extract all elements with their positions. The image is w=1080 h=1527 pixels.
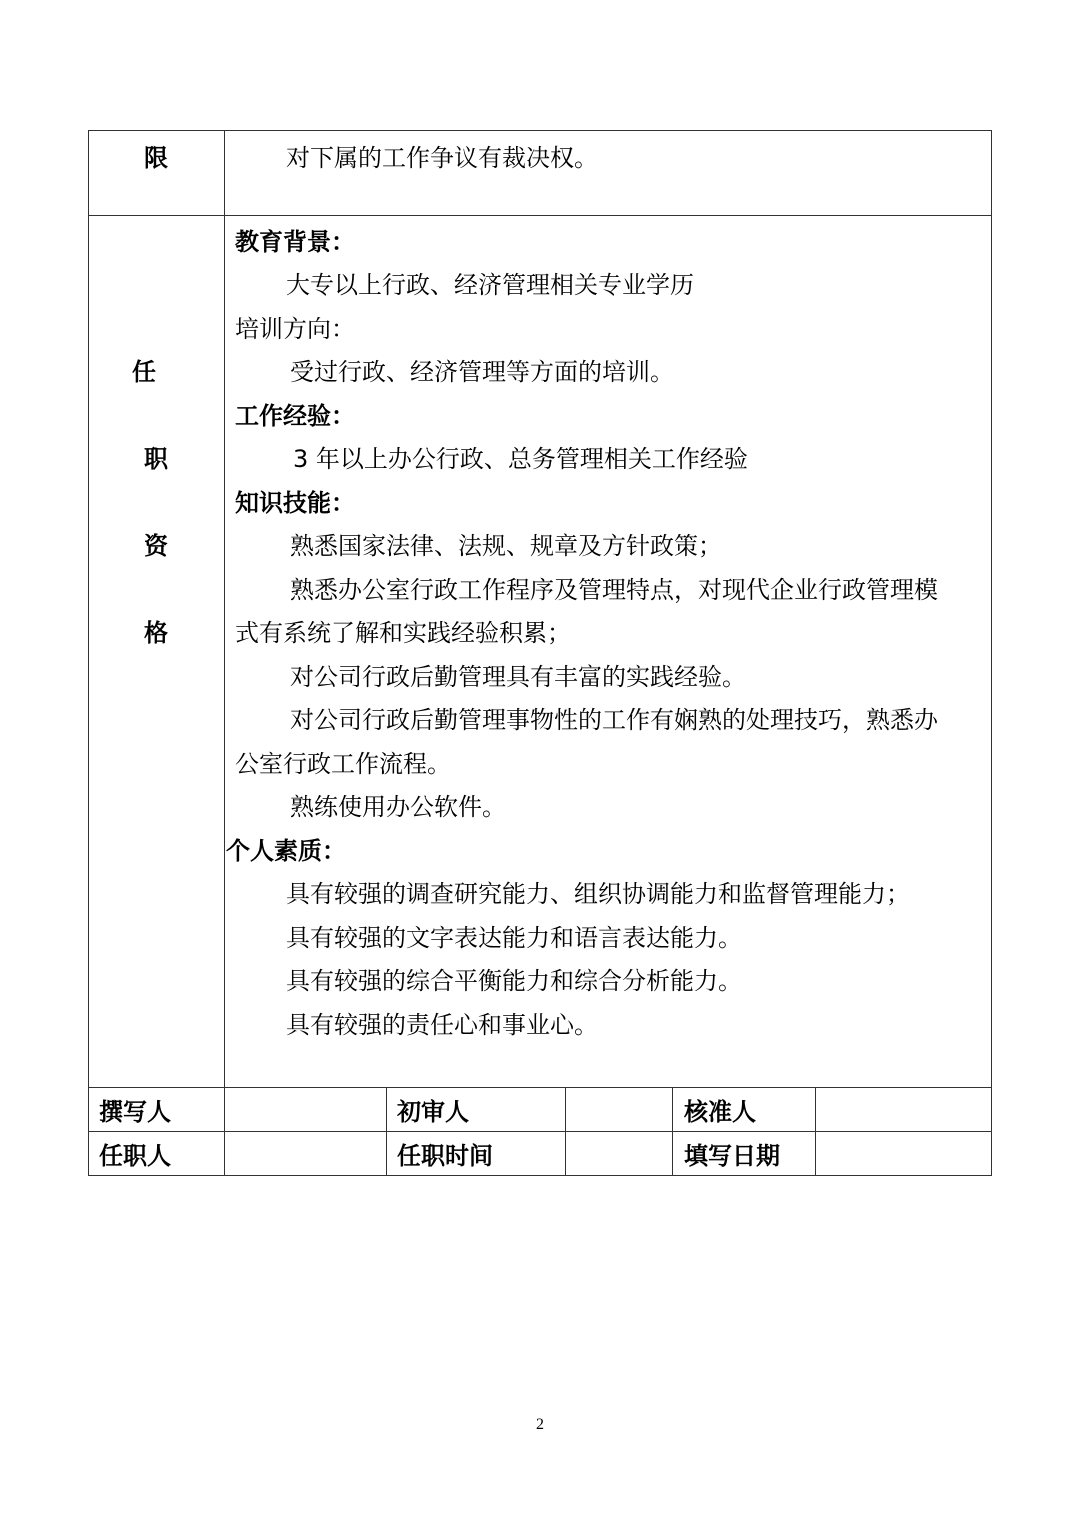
personal-heading: 个人素质：: [226, 837, 346, 865]
writer-label: 撰写人: [99, 1098, 171, 1126]
label-column-divider: [224, 130, 225, 1176]
qualification-label-char: 资: [144, 532, 168, 560]
fill-date-label: 填写日期: [684, 1142, 780, 1170]
start-date-label: 任职时间: [397, 1142, 493, 1170]
training-text: 受过行政、经济管理等方面的培训。: [290, 358, 674, 386]
page-number: 2: [536, 1416, 544, 1433]
signoff-divider-4: [815, 1087, 816, 1176]
signoff-divider-3: [672, 1087, 673, 1176]
power-section-label: 限: [144, 144, 168, 172]
personal-line: 具有较强的调查研究能力、组织协调能力和监督管理能力；: [286, 880, 910, 908]
personal-line: 具有较强的文字表达能力和语言表达能力。: [286, 924, 742, 952]
training-heading: 培训方向：: [235, 315, 355, 343]
power-section-content: 对下属的工作争议有裁决权。: [286, 144, 598, 172]
personal-line: 具有较强的综合平衡能力和综合分析能力。: [286, 967, 742, 995]
personal-line: 具有较强的责任心和事业心。: [286, 1011, 598, 1039]
skills-line: 对公司行政后勤管理事物性的工作有娴熟的处理技巧，熟悉办: [290, 706, 938, 734]
approver-label: 核准人: [684, 1098, 756, 1126]
experience-text: 3 年以上办公行政、总务管理相关工作经验: [293, 445, 748, 473]
qualification-label-char: 格: [144, 619, 168, 647]
skills-line: 熟悉国家法律、法规、规章及方针政策；: [290, 532, 722, 560]
education-text: 大专以上行政、经济管理相关专业学历: [286, 271, 694, 299]
qualification-label-char: 职: [144, 445, 168, 473]
education-heading: 教育背景：: [235, 228, 355, 256]
experience-heading: 工作经验：: [235, 402, 355, 430]
skills-heading: 知识技能：: [235, 489, 355, 517]
skills-line: 式有系统了解和实践经验积累；: [235, 619, 571, 647]
qualification-label-char: 任: [132, 358, 156, 386]
signoff-divider-2: [565, 1087, 566, 1176]
skills-line: 熟悉办公室行政工作程序及管理特点，对现代企业行政管理模: [290, 576, 938, 604]
skills-line: 公室行政工作流程。: [235, 750, 451, 778]
skills-line: 对公司行政后勤管理具有丰富的实践经验。: [290, 663, 746, 691]
skills-line: 熟练使用办公软件。: [290, 793, 506, 821]
reviewer-label: 初审人: [397, 1098, 469, 1126]
holder-label: 任职人: [99, 1142, 171, 1170]
signoff-divider-1: [386, 1087, 387, 1176]
